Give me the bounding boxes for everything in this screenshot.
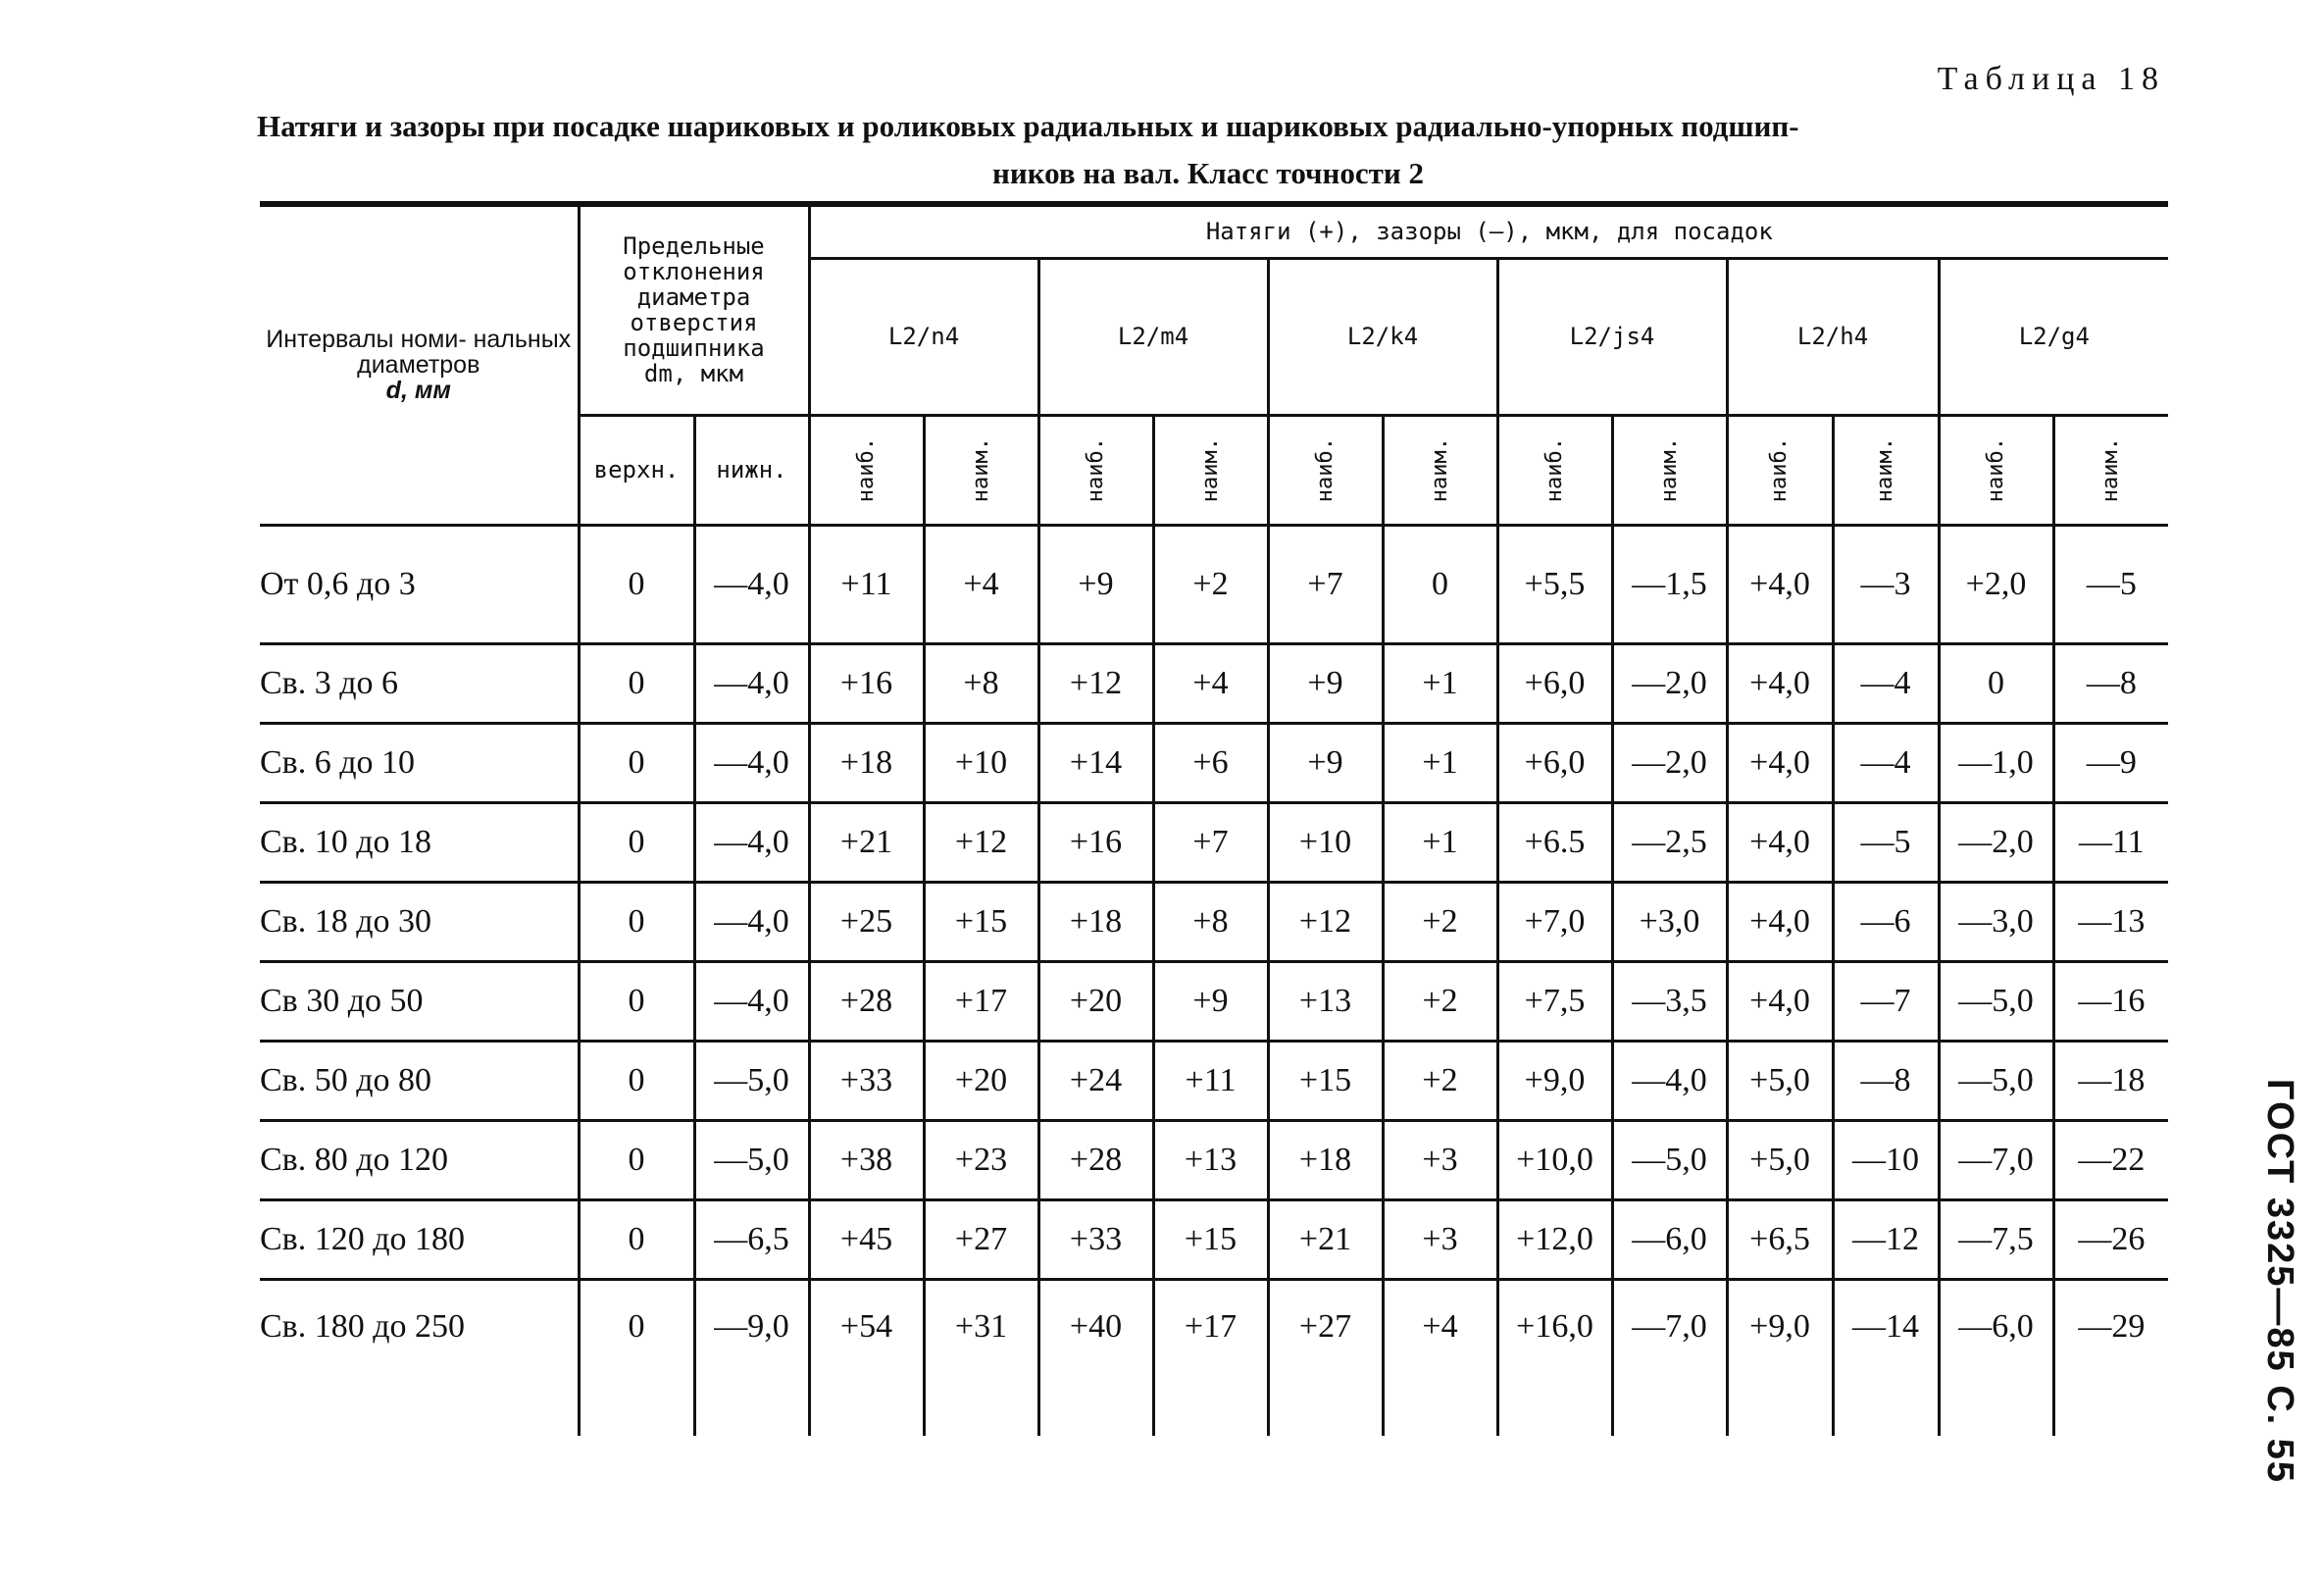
value-cell: —1,5 [1612,525,1727,643]
header-min-text: наим. [1873,436,1898,503]
value-cell: +38 [809,1120,924,1199]
value-cell: +1 [1383,723,1497,802]
value-cell: +3,0 [1612,882,1727,961]
header-lower: нижн. [694,415,809,525]
header-max-text: наиб. [1767,436,1793,503]
value-cell: +6,5 [1727,1199,1833,1279]
value-cell: —18 [2053,1041,2168,1120]
value-cell: +25 [809,882,924,961]
header-max-text: наиб. [1541,436,1567,503]
value-cell: 0 [579,882,694,961]
interval-cell: Св 30 до 50 [260,961,579,1041]
value-cell: +4,0 [1727,643,1833,723]
header-fit-m4: L2/m4 [1038,258,1268,415]
value-cell: —29 [2053,1279,2168,1436]
value-cell: +5,0 [1727,1041,1833,1120]
header-fit-k4: L2/k4 [1268,258,1497,415]
value-cell: +15 [1268,1041,1383,1120]
table-row [260,723,2168,802]
header-min [1153,415,1268,525]
header-fit-js4: L2/js4 [1497,258,1727,415]
header-max [1038,415,1153,525]
header-min [1833,415,1939,525]
value-cell: —2,0 [1612,643,1727,723]
value-cell: +20 [924,1041,1038,1120]
side-doc-label: ГОСТ 3325—85 С. 55 [2259,1079,2300,1485]
value-cell: —14 [1833,1279,1939,1436]
value-cell: +6,0 [1497,723,1612,802]
value-cell: 0 [579,1199,694,1279]
value-cell: +28 [1038,1120,1153,1199]
value-cell: —5,0 [694,1041,809,1120]
value-cell: +11 [1153,1041,1268,1120]
title-line-1: Натяги и зазоры при посадке шариковых и роликовых радиальных и шариковых радиально-упорных подшип- [257,109,1799,143]
header-fit-n4: L2/n4 [809,258,1038,415]
table-row [260,802,2168,882]
header-interval [260,204,579,525]
interval-cell: Св. 3 до 6 [260,643,579,723]
value-cell: —7,0 [1612,1279,1727,1436]
value-cell: —7,0 [1939,1120,2053,1199]
header-min-text: наим. [968,436,993,503]
header-fit-g4: L2/g4 [1939,258,2168,415]
value-cell: —6,5 [694,1199,809,1279]
value-cell: +16 [1038,802,1153,882]
value-cell: +2,0 [1939,525,2053,643]
table-number: Таблица 18 [1937,61,2165,97]
interval-cell: Св. 50 до 80 [260,1041,579,1120]
header-max [1939,415,2053,525]
value-cell: +6 [1153,723,1268,802]
value-cell: +16 [809,643,924,723]
value-cell: +4 [1153,643,1268,723]
value-cell: +15 [1153,1199,1268,1279]
value-cell: +31 [924,1279,1038,1436]
value-cell: —4,0 [694,525,809,643]
table-row [260,1279,2168,1436]
value-cell: —3,5 [1612,961,1727,1041]
value-cell: +6,0 [1497,643,1612,723]
value-cell: +9,0 [1497,1041,1612,1120]
value-cell: +7 [1153,802,1268,882]
header-max-text: наиб. [853,436,879,503]
header-max [1727,415,1833,525]
value-cell: +27 [924,1199,1038,1279]
header-min-text: наим. [1197,436,1223,503]
value-cell: +9,0 [1727,1279,1833,1436]
value-cell: —11 [2053,802,2168,882]
value-cell: —4,0 [694,802,809,882]
value-cell: +4,0 [1727,723,1833,802]
value-cell: +14 [1038,723,1153,802]
value-cell: 0 [579,1279,694,1436]
value-cell: —22 [2053,1120,2168,1199]
header-max [1268,415,1383,525]
fits-table [260,201,2168,1436]
table-row [260,961,2168,1041]
header-min [1383,415,1497,525]
value-cell: +4,0 [1727,525,1833,643]
value-cell: +9 [1038,525,1153,643]
value-cell: —3,0 [1939,882,2053,961]
header-max-text: наиб. [1983,436,2008,503]
value-cell: —5,0 [694,1120,809,1199]
value-cell: +18 [1268,1120,1383,1199]
table-body [260,525,2168,1436]
value-cell: —5,0 [1939,1041,2053,1120]
value-cell: —5 [2053,525,2168,643]
value-cell: 0 [579,525,694,643]
value-cell: —4,0 [694,961,809,1041]
value-cell: —4,0 [694,882,809,961]
value-cell: +4 [924,525,1038,643]
interval-cell: Св. 10 до 18 [260,802,579,882]
header-max [809,415,924,525]
value-cell: —4,0 [1612,1041,1727,1120]
value-cell: +4,0 [1727,961,1833,1041]
value-cell: +8 [924,643,1038,723]
value-cell: +28 [809,961,924,1041]
title-line-2: ников на вал. Класс точности 2 [991,156,1424,190]
value-cell: +2 [1383,882,1497,961]
value-cell: —4 [1833,723,1939,802]
value-cell: +24 [1038,1041,1153,1120]
interval-cell: Св. 18 до 30 [260,882,579,961]
value-cell: 0 [579,643,694,723]
value-cell: —6 [1833,882,1939,961]
value-cell: —2,0 [1612,723,1727,802]
table-row [260,1120,2168,1199]
table-row [260,882,2168,961]
value-cell: —13 [2053,882,2168,961]
value-cell: +6.5 [1497,802,1612,882]
value-cell: —6,0 [1939,1279,2053,1436]
table-row [260,1199,2168,1279]
value-cell: +10 [1268,802,1383,882]
value-cell: +2 [1383,961,1497,1041]
value-cell: —5,0 [1939,961,2053,1041]
value-cell: +13 [1153,1120,1268,1199]
value-cell: +10,0 [1497,1120,1612,1199]
value-cell: +2 [1383,1041,1497,1120]
value-cell: —8 [2053,643,2168,723]
value-cell: +45 [809,1199,924,1279]
header-max-text: наиб. [1083,436,1108,503]
table-title [257,103,2159,197]
value-cell: +17 [1153,1279,1268,1436]
header-min-text: наим. [1656,436,1682,503]
value-cell: +9 [1268,643,1383,723]
value-cell: 0 [579,1041,694,1120]
header-min [1612,415,1727,525]
table-row [260,1041,2168,1120]
value-cell: +12 [924,802,1038,882]
value-cell: —6,0 [1612,1199,1727,1279]
value-cell: —4 [1833,643,1939,723]
value-cell: —4,0 [694,643,809,723]
value-cell: 0 [1939,643,2053,723]
header-deviation-text: Предельные отклонения диаметра отверстия подшипника [623,232,765,363]
header-fits-group: Натяги (+), зазоры (—), мкм, для посадок [809,204,2168,258]
value-cell: +17 [924,961,1038,1041]
value-cell: —2,0 [1939,802,2053,882]
value-cell: +21 [809,802,924,882]
value-cell: +11 [809,525,924,643]
header-interval-unit: d, мм [385,377,451,405]
header-interval-text: Интервалы номи- нальных диаметров [266,326,572,380]
value-cell: +9 [1153,961,1268,1041]
interval-cell: Св. 6 до 10 [260,723,579,802]
value-cell: +7,0 [1497,882,1612,961]
header-min [2053,415,2168,525]
value-cell: +21 [1268,1199,1383,1279]
value-cell: —7,5 [1939,1199,2053,1279]
value-cell: +1 [1383,643,1497,723]
value-cell: —10 [1833,1120,1939,1199]
value-cell: —16 [2053,961,2168,1041]
interval-cell: От 0,6 до 3 [260,525,579,643]
value-cell: +12 [1268,882,1383,961]
value-cell: +54 [809,1279,924,1436]
interval-cell: Св. 120 до 180 [260,1199,579,1279]
header-min-text: наим. [2098,436,2124,503]
value-cell: +40 [1038,1279,1153,1436]
value-cell: +18 [1038,882,1153,961]
table-row [260,525,2168,643]
value-cell: —5,0 [1612,1120,1727,1199]
value-cell: +20 [1038,961,1153,1041]
value-cell: 0 [579,802,694,882]
value-cell: —7 [1833,961,1939,1041]
header-max [1497,415,1612,525]
header-deviation-unit: dm, мкм [643,360,744,388]
value-cell: +7,5 [1497,961,1612,1041]
value-cell: 0 [579,723,694,802]
header-upper: верхн. [579,415,694,525]
header-max-text: наиб. [1312,436,1338,503]
value-cell: +33 [1038,1199,1153,1279]
value-cell: +15 [924,882,1038,961]
value-cell: +9 [1268,723,1383,802]
value-cell: +4,0 [1727,882,1833,961]
value-cell: —1,0 [1939,723,2053,802]
value-cell: +4 [1383,1279,1497,1436]
value-cell: +1 [1383,802,1497,882]
header-min [924,415,1038,525]
value-cell: —9 [2053,723,2168,802]
value-cell: +23 [924,1120,1038,1199]
value-cell: +8 [1153,882,1268,961]
value-cell: +5,5 [1497,525,1612,643]
header-fit-h4: L2/h4 [1727,258,1939,415]
value-cell: +5,0 [1727,1120,1833,1199]
interval-cell: Св. 80 до 120 [260,1120,579,1199]
value-cell: +33 [809,1041,924,1120]
header-min-text: наим. [1427,436,1452,503]
value-cell: +4,0 [1727,802,1833,882]
value-cell: —5 [1833,802,1939,882]
value-cell: —12 [1833,1199,1939,1279]
value-cell: +3 [1383,1199,1497,1279]
value-cell: +2 [1153,525,1268,643]
value-cell: —9,0 [694,1279,809,1436]
value-cell: +12 [1038,643,1153,723]
value-cell: —2,5 [1612,802,1727,882]
value-cell: —26 [2053,1199,2168,1279]
value-cell: +12,0 [1497,1199,1612,1279]
interval-cell: Св. 180 до 250 [260,1279,579,1436]
value-cell: —4,0 [694,723,809,802]
value-cell: —3 [1833,525,1939,643]
header-deviation [579,204,809,415]
value-cell: +10 [924,723,1038,802]
value-cell: +27 [1268,1279,1383,1436]
value-cell: —8 [1833,1041,1939,1120]
value-cell: +16,0 [1497,1279,1612,1436]
value-cell: +18 [809,723,924,802]
value-cell: +13 [1268,961,1383,1041]
value-cell: 0 [579,1120,694,1199]
value-cell: +7 [1268,525,1383,643]
value-cell: 0 [1383,525,1497,643]
value-cell: 0 [579,961,694,1041]
value-cell: +3 [1383,1120,1497,1199]
table-row [260,643,2168,723]
